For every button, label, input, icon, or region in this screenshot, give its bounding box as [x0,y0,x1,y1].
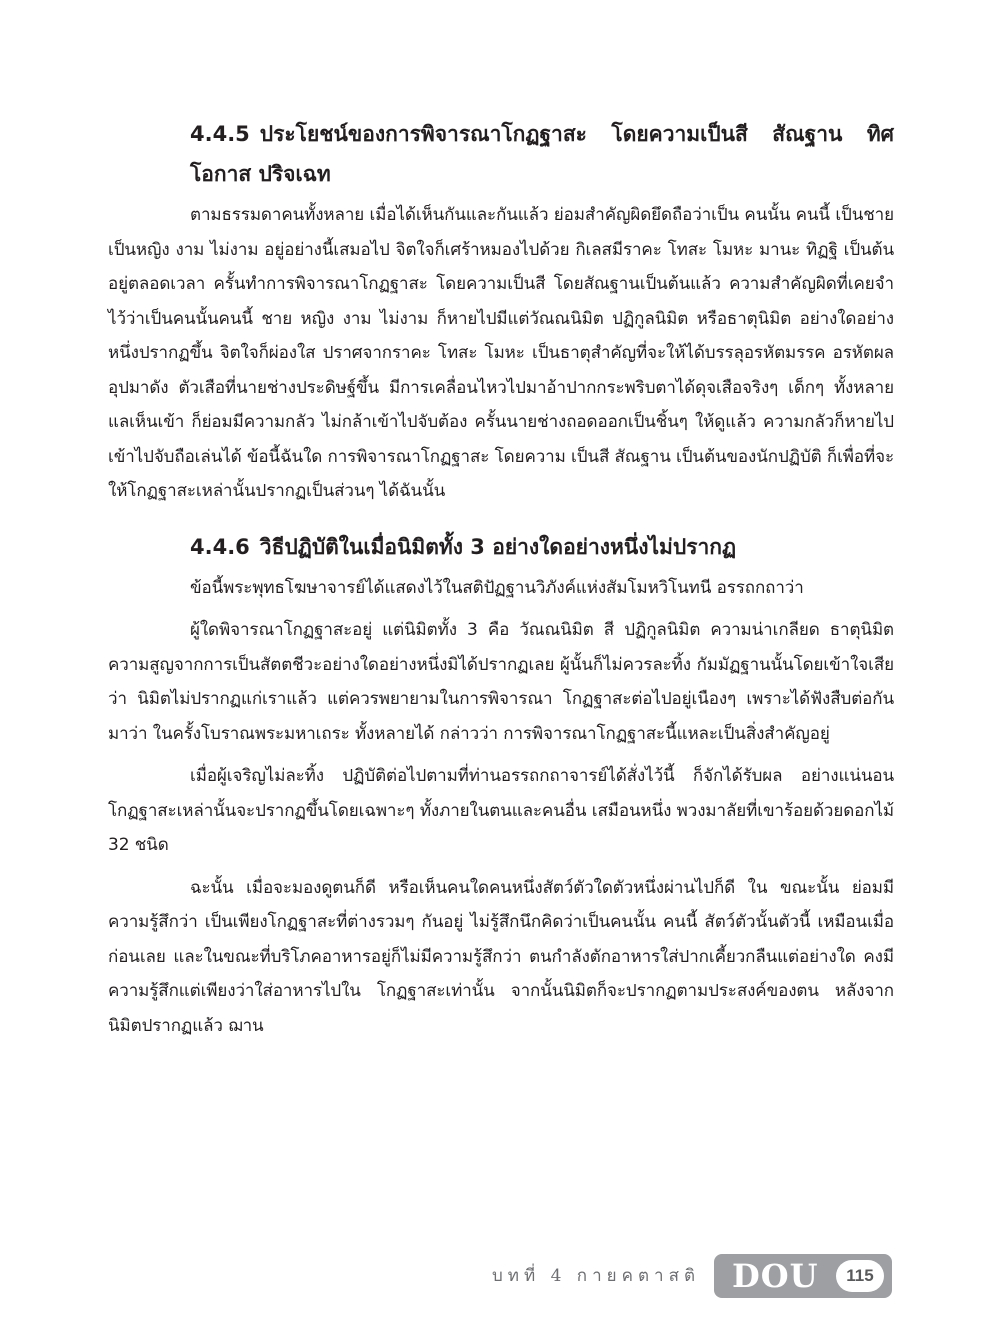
section-number: 4.4.6 [190,534,250,559]
dou-badge [714,1254,892,1298]
page-footer [0,1252,1000,1302]
dou-logo: DOU [732,1257,819,1295]
paragraph: ฉะนั้น เมื่อจะมองดูตนก็ดี หรือเห็นคนใดคนหนึ่งสัตว์ตัวใดตัวหนึ่งผ่านไปก็ดี ใน ขณะนั้น ย่อมมีความรู้สึกว่า เป็นเพียงโกฏฐาสะที่ต่างรวมๆ กันอยู่ ไม่รู้สึกนึกคิดว่าเป็นคนนั้น คนนี้ สัตว์ตัวนั้นตัวนี้ เหมือนเมื่อก่อนเลย และในขณะที่บริโภคอาหารอยู่ก็ไม่มีความรู้สึกว่า ตนกำลังตักอาหารใส่ปากเคี้ยวกลืนแต่อย่างใด คงมีความรู้สึกแต่เพียงว่าใส่อาหารไปใน โกฏฐาสะเท่านั้น จากนั้นนิมิตก็จะปรากฏตามประสงค์ของตน หลังจากนิมิตปรากฏแล้ว ฌาน [108,877,894,1036]
paragraph: ข้อนี้พระพุทธโฆษาจารย์ได้แสดงไว้ในสติปัฏฐานวิภังค์แห่งสัมโมหวิโนทนี อรรถกถาว่า [190,577,804,598]
paragraph: เมื่อผู้เจริญไม่ละทิ้ง ปฏิบัติต่อไปตามที่ท่านอรรถกถาจารย์ได้สั่งไว้นี้ ก็จักได้รับผล อย่างแน่นอน โกฏฐาสะเหล่านั้นจะปรากฏขึ้นโดยเฉพาะๆ ทั้งภายในตนและคนอื่น เสมือนหนึ่ง พวงมาลัยที่เขาร้อยด้วยดอกไม้ 32 ชนิด [108,766,894,855]
section-title: วิธีปฏิบัติในเมื่อนิมิตทั้ง 3 อย่างใดอย่างหนึ่งไม่ปรากฏ [259,534,737,559]
section-number: 4.4.5 [190,122,250,146]
page-number: 115 [836,1260,884,1292]
paragraph: ผู้ใดพิจารณาโกฏฐาสะอยู่ แต่นิมิตทั้ง 3 คือ วัณณนิมิต สี ปฏิกูลนิมิต ความน่าเกลียด ธาตุนิมิต ความสูญจากการเป็นสัตตชีวะอย่างใดอย่างหนึ่งมิได้ปรากฏเลย ผู้นั้นก็ไม่ควรละทิ้ง กัมมัฏฐานนั้นโดยเข้าใจเสียว่า นิมิตไม่ปรากฏแก่เราแล้ว แต่ควรพยายามในการพิจารณา โกฏฐาสะต่อไปอยู่เนืองๆ เพราะได้ฟังสืบต่อกันมาว่า ในครั้งโบราณพระมหาเถระ ทั้งหลายได้ กล่าวว่า การพิจารณาโกฏฐาสะนี้แหละเป็นสิ่งสำคัญอยู่ [108,620,894,744]
section-heading-4-4-5 [108,114,894,194]
section-heading-4-4-6 [108,527,894,567]
section-title: ประโยชน์ของการพิจารณาโกฏฐาสะ โดยความเป็นสี สัณฐาน ทิศ โอกาส ปริจเฉท [190,122,894,186]
page-body [108,96,894,1051]
paragraph: ตามธรรมดาคนทั้งหลาย เมื่อได้เห็นกันและกันแล้ว ย่อมสำคัญผิดยึดถือว่าเป็น คนนั้น คนนี้ เป็นชาย เป็นหญิง งาม ไม่งาม อยู่อย่างนี้เสมอไป จิตใจก็เศร้าหมองไปด้วย กิเลสมีราคะ โทสะ โมหะ มานะ ทิฏฐิ เป็นต้น อยู่ตลอดเวลา ครั้นทำการพิจารณาโกฏฐาสะ โดยความเป็นสี โดยสัณฐานเป็นต้นแล้ว ความสำคัญผิดที่เคยจำไว้ว่าเป็นคนนั้นคนนี้ ชาย หญิง งาม ไม่งาม ก็หายไปมีแต่วัณณนิมิต ปฏิกูลนิมิต หรือธาตุนิมิต อย่างใดอย่างหนึ่งปรากฏขึ้น จิตใจก็ผ่องใส ปราศจากราคะ โทสะ โมหะ เป็นธาตุสำคัญที่จะให้ได้บรรลุอรหัตมรรค อรหัตผล อุปมาดัง ตัวเสือที่นายช่างประดิษฐ์ขึ้น มีการเคลื่อนไหวไปมาอ้าปากกระพริบตาได้ดุจเสือจริงๆ เด็กๆ ทั้งหลายแลเห็นเข้า ก็ย่อมมีความกลัว ไม่กล้าเข้าไปจับต้อง ครั้นนายช่างถอดออกเป็นชิ้นๆ ให้ดูแล้ว ความกลัวก็หายไป เข้าไปจับถือเล่นได้ ข้อนี้ฉันใด การพิจารณาโกฏฐาสะ โดยความ เป็นสี สัณฐาน เป็นต้นของนักปฏิบัติ ก็เพื่อที่จะให้โกฏฐาสะเหล่านั้นปรากฏเป็นส่วนๆ ได้ฉันนั้น [108,205,895,501]
chapter-title: บทที่ 4 กายคตาสติ [491,1266,700,1286]
